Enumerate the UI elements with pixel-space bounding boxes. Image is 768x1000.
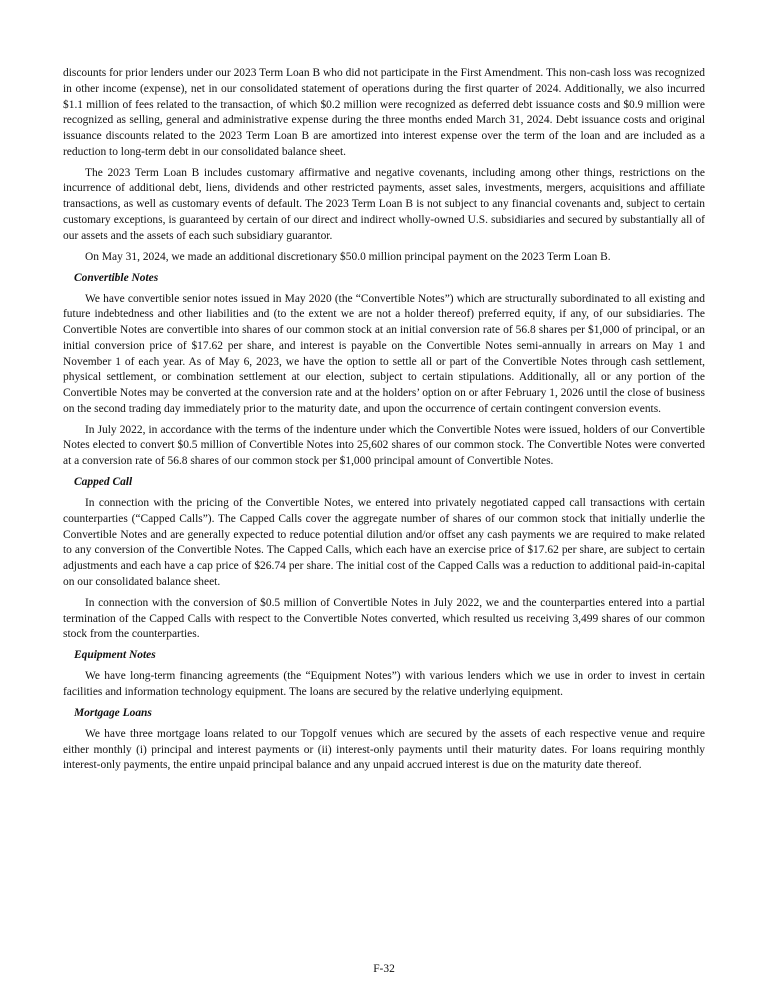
paragraph-mortgage-loans: We have three mortgage loans related to our Topgolf venues which are secured by the assets of each respective venue and require either monthly (i) principal and interest payments or (ii) interest-only payments until their maturity dates. For loans requiring monthly interest-only payments, the entire unpaid principal balance and any unpaid accrued interest is due on the maturity date thereof. xyxy=(63,727,705,772)
page-number: F-32 xyxy=(373,963,395,975)
paragraph-capped-call-termination: In connection with the conversion of $0.5 million of Convertible Notes in July 2022, we and the counterparties entered into a partial termination of the Capped Calls with respect to the Convertible Notes converted, which resulted us receiving 3,499 shares of our common stock from the counterparties. xyxy=(63,596,705,641)
document-page xyxy=(63,66,705,779)
heading-equipment-notes: Equipment Notes xyxy=(74,649,156,662)
heading-convertible-notes: Convertible Notes xyxy=(74,271,159,284)
paragraph-convertible-notes-conversion: In July 2022, in accordance with the terms of the indenture under which the Convertible Notes were issued, holders of our Convertible Notes elected to convert $0.5 million of Convertible Notes into 25,602 shares of our common stock. The Convertible Notes were converted at a conversion rate of 56.8 shares of our common stock per $1,000 principal amount of Convertible Notes. xyxy=(63,423,705,468)
paragraph-equipment-notes: We have long-term financing agreements (the “Equipment Notes”) with various lenders which we use in order to invest in certain facilities and information technology equipment. The loans are secured by the relative underlying equipment. xyxy=(63,670,705,698)
paragraph-term-loan-b-payment: On May 31, 2024, we made an additional discretionary $50.0 million principal payment on the 2023 Term Loan B. xyxy=(85,250,611,263)
paragraph-term-loan-b-loss: discounts for prior lenders under our 2023 Term Loan B who did not participate in the First Amendment. This non-cash loss was recognized in other income (expense), net in our consolidated statement of operations during the first quarter of 2024. Additionally, we also incurred $1.1 million of fees related to the transaction, of which $0.2 million were recognized as deferred debt issuance costs and $0.9 million were recognized as selling, general and administrative expense during the three months ended March 31, 2024. Debt issuance costs and original issuance discounts related to the 2023 Term Loan B are amortized into interest expense over the term of the loan and are included as a reduction to long-term debt in our consolidated balance sheet. xyxy=(63,67,705,158)
paragraph-capped-call-terms: In connection with the pricing of the Convertible Notes, we entered into privately negotiated capped call transactions with certain counterparties (“Capped Calls”). The Capped Calls cover the aggregate number of shares of our common stock that initially underlie the Convertible Notes and are generally expected to reduce potential dilution and/or offset any cash payments we are required to make related to any conversion of the Convertible Notes. The Capped Calls, which each have an exercise price of $17.62 per share, are subject to certain adjustments and each have a cap price of $26.74 per share. The initial cost of the Capped Calls was a reduction to additional paid-in-capital on our consolidated balance sheet. xyxy=(63,497,705,588)
heading-mortgage-loans: Mortgage Loans xyxy=(74,706,152,719)
heading-capped-call: Capped Call xyxy=(74,476,133,489)
paragraph-term-loan-b-covenants: The 2023 Term Loan B includes customary affirmative and negative covenants, including among other things, restrictions on the incurrence of additional debt, liens, dividends and other restricted payments, asset sales, investments, mergers, acquisitions and affiliate transactions, as well as customary events of default. The 2023 Term Loan B is not subject to any financial covenants and, subject to certain customary exceptions, is guaranteed by certain of our direct and indirect wholly-owned U.S. subsidiaries and secured by substantially all of our assets and the assets of each such subsidiary guarantor. xyxy=(63,166,705,242)
paragraph-convertible-notes-terms: We have convertible senior notes issued in May 2020 (the “Convertible Notes”) which are structurally subordinated to all existing and future indebtedness and other liabilities and (to the extent we are not a holder thereof) preferred equity, if any, of our subsidiaries. The Convertible Notes are convertible into shares of our common stock at an initial conversion rate of 56.8 shares per $1,000 of principal, or an initial conversion price of $17.62 per share, and interest is payable on the Convertible Notes semi-annually in arrears on May 1 and November 1 of each year. As of May 6, 2023, we have the option to settle all or part of the Convertible Notes through cash settlement, physical settlement, or combination settlement at our election, subject to certain stipulations. Additionally, all or any portion of the Convertible Notes may be converted at the conversion rate and at the holders’ option on or after February 1, 2026 until the close of business on the second trading day immediately prior to the maturity date, and upon the occurrence of certain contingent conversion events. xyxy=(63,292,705,415)
